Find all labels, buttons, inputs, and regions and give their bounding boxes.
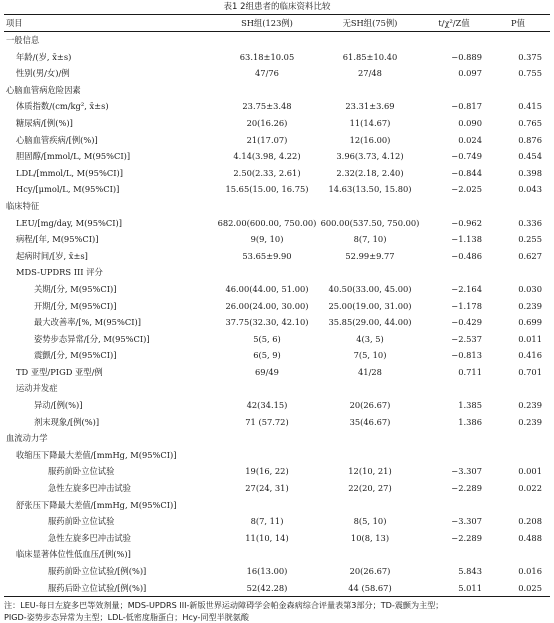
- table-row: [4, 215, 550, 232]
- p-value: 0.701: [518, 366, 542, 377]
- p-value: 0.876: [518, 134, 542, 145]
- no-sh-group-value: 8(7, 10): [353, 234, 387, 245]
- table-row: [4, 331, 550, 348]
- no-sh-group-value: 35(46.67): [349, 416, 391, 427]
- no-sh-group-value: [318, 264, 422, 281]
- statistic-value: −2.289: [451, 532, 482, 543]
- p-value: 0.627: [518, 250, 542, 261]
- no-sh-group-value: [318, 497, 422, 514]
- header-no-sh-group: 无SH组(75例): [342, 18, 398, 28]
- sh-group-value: 9(9, 10): [250, 234, 284, 245]
- no-sh-group-value: 7(5, 10): [353, 350, 387, 361]
- statistic-value: 5.011: [458, 582, 482, 593]
- sh-group-value: [216, 447, 318, 464]
- statistic-value: [422, 264, 486, 281]
- no-sh-group-value: 23.31±3.69: [345, 101, 395, 112]
- table-row: [4, 198, 550, 215]
- no-sh-group-value: 14.63(13.50, 15.80): [328, 184, 412, 195]
- row-label: 急性左旋多巴冲击试验: [48, 532, 131, 543]
- sh-group-value: 682.00(600.00, 750.00): [217, 217, 317, 228]
- sh-group-value: 5(5, 6): [253, 333, 281, 344]
- p-value: 0.416: [518, 350, 542, 361]
- table-row: [4, 32, 550, 49]
- statistic-value: −1.178: [451, 300, 482, 311]
- statistic-value: 0.090: [458, 117, 482, 128]
- statistic-value: −0.429: [451, 317, 482, 328]
- sh-group-value: 46.00(44.00, 51.00): [225, 283, 309, 294]
- p-value: 0.208: [518, 516, 542, 527]
- sh-group-value: 37.75(32.30, 42.10): [225, 317, 309, 328]
- no-sh-group-value: 40.50(33.00, 45.00): [328, 283, 412, 294]
- table-row: [4, 546, 550, 563]
- p-value: 0.375: [518, 51, 542, 62]
- no-sh-group-value: 12(10, 21): [348, 466, 392, 477]
- sh-group-value: 16(13.00): [246, 566, 288, 576]
- header-sh-group: SH组(123例): [241, 18, 293, 28]
- table-row: [4, 380, 550, 397]
- p-value: 0.454: [518, 151, 542, 162]
- p-value: [486, 82, 550, 99]
- table-row: [4, 231, 550, 248]
- row-label: 服药前卧立位试验: [48, 466, 115, 477]
- row-label: 起病时间/[岁, x̄±s]: [16, 250, 88, 261]
- no-sh-group-value: [318, 447, 422, 464]
- table-row: [4, 181, 550, 198]
- clinical-data-table: [4, 14, 550, 597]
- row-label: 舒张压下降最大差值/[mmHg, M(95%CI)]: [16, 499, 177, 510]
- statistic-value: [422, 447, 486, 464]
- header-item: 项目: [6, 18, 23, 28]
- sh-group-value: 20(16.26): [246, 117, 288, 128]
- table-row: [4, 281, 550, 298]
- no-sh-group-value: 35.85(29.00, 44.00): [328, 317, 412, 328]
- footnote-line: PIGD-姿势步态异常为主型；LDL-低密度脂蛋白；Hcy-同型半胱氨酸: [4, 612, 249, 623]
- table-row: [4, 298, 550, 315]
- row-label: 年龄/(岁, x̄±s): [16, 51, 72, 62]
- sh-group-value: 21(17.07): [246, 134, 288, 145]
- table-row: [4, 414, 550, 431]
- row-label: Hcy/[μmol/L, M(95%CI)]: [16, 184, 120, 195]
- table-header-row: [4, 15, 550, 32]
- table-row: [4, 314, 550, 331]
- no-sh-group-value: [318, 430, 422, 447]
- no-sh-group-value: [318, 546, 422, 563]
- p-value: [486, 430, 550, 447]
- no-sh-group-value: 44 (58.67): [348, 582, 392, 593]
- no-sh-group-value: 20(26.67): [349, 400, 391, 411]
- statistic-value: [422, 380, 486, 397]
- sh-group-value: 69/49: [255, 366, 279, 377]
- row-label: 运动并发症: [16, 383, 58, 394]
- statistic-value: 0.024: [458, 134, 482, 145]
- row-label: 糖尿病/[例(%)]: [16, 117, 73, 128]
- no-sh-group-value: 52.99±9.77: [345, 250, 395, 261]
- p-value: 0.022: [518, 483, 542, 494]
- p-value: [486, 380, 550, 397]
- statistic-value: 1.385: [458, 400, 482, 411]
- row-label: 胆固醇/[mmol/L, M(95%CI)]: [16, 151, 131, 162]
- table-row: [4, 115, 550, 132]
- statistic-value: −3.307: [451, 466, 482, 477]
- p-value: 0.488: [518, 532, 542, 543]
- no-sh-group-value: 61.85±10.40: [342, 51, 398, 62]
- p-value: 0.765: [518, 117, 542, 128]
- table-row: [4, 98, 550, 115]
- table-row: [4, 347, 550, 364]
- statistic-value: [422, 546, 486, 563]
- table-row: [4, 397, 550, 414]
- statistic-value: [422, 82, 486, 99]
- statistic-value: [422, 430, 486, 447]
- row-label: 一般信息: [6, 35, 40, 45]
- statistic-value: −0.749: [451, 151, 482, 162]
- sh-group-value: 11(10, 14): [245, 532, 289, 543]
- statistic-value: −0.889: [451, 51, 482, 62]
- sh-group-value: 52(42.28): [246, 582, 288, 593]
- sh-group-value: 47/76: [255, 68, 279, 79]
- sh-group-value: 2.50(2.33, 2.61): [233, 167, 301, 178]
- no-sh-group-value: 27/48: [358, 68, 382, 79]
- table-row: [4, 480, 550, 497]
- row-label: 服药后卧立位试验/[例(%)]: [48, 582, 147, 593]
- no-sh-group-value: [318, 32, 422, 49]
- p-value: 0.255: [518, 234, 542, 245]
- sh-group-value: [216, 198, 318, 215]
- statistic-value: −2.537: [451, 333, 482, 344]
- footnote-line: 注：LEU-每日左旋多巴等效剂量；MDS-UPDRS III-新版世界运动障碍学会帕金森病综合评量表第3部分；TD-震颤为主型；: [4, 600, 444, 611]
- sh-group-value: 27(24, 31): [245, 483, 289, 494]
- p-value: 0.043: [518, 184, 542, 195]
- sh-group-value: 53.65±9.90: [242, 250, 292, 261]
- row-label: 异动/[例(%)]: [34, 400, 83, 411]
- no-sh-group-value: [318, 198, 422, 215]
- no-sh-group-value: 2.32(2.18, 2.40): [336, 167, 404, 178]
- no-sh-group-value: 10(8, 13): [350, 532, 390, 543]
- sh-group-value: [216, 497, 318, 514]
- sh-group-value: 19(16, 22): [245, 466, 289, 477]
- row-label: 服药前卧立位试验/[例(%)]: [48, 566, 147, 576]
- no-sh-group-value: 41/28: [358, 366, 382, 377]
- row-label: 服药前卧立位试验: [48, 516, 115, 527]
- table-body: [4, 32, 550, 597]
- table-row: [4, 497, 550, 514]
- p-value: 0.001: [518, 466, 542, 477]
- statistic-value: 1.386: [458, 416, 482, 427]
- no-sh-group-value: 12(16.00): [349, 134, 391, 145]
- no-sh-group-value: 600.00(537.50, 750.00): [320, 217, 420, 228]
- row-label: 病程/[年, M(95%CI)]: [16, 234, 99, 245]
- row-label: 心脑血管疾病/[例(%)]: [16, 134, 98, 145]
- p-value: 0.699: [518, 317, 542, 328]
- row-label: MDS-UPDRS III 评分: [16, 267, 103, 278]
- row-label: 关期/[分, M(95%CI)]: [34, 283, 117, 294]
- statistic-value: −2.289: [451, 483, 482, 494]
- row-label: 姿势步态异常/[分, M(95%CI)]: [34, 333, 150, 344]
- p-value: 0.030: [518, 283, 542, 294]
- row-label: LDL/[mmol/L, M(95%CI)]: [16, 167, 123, 178]
- no-sh-group-value: 22(20, 27): [348, 483, 392, 494]
- table-row: [4, 563, 550, 580]
- p-value: 0.415: [518, 101, 542, 112]
- table-row: [4, 65, 550, 82]
- table-row: [4, 463, 550, 480]
- sh-group-value: 15.65(15.00, 16.75): [225, 184, 309, 195]
- p-value: 0.011: [518, 333, 542, 344]
- p-value: 0.398: [518, 167, 542, 178]
- no-sh-group-value: [318, 82, 422, 99]
- sh-group-value: 4.14(3.98, 4.22): [233, 151, 301, 162]
- sh-group-value: 42(34.15): [246, 400, 288, 411]
- row-label: 血流动力学: [6, 433, 48, 444]
- table-row: [4, 530, 550, 547]
- statistic-value: −0.962: [451, 217, 482, 228]
- statistic-value: [422, 198, 486, 215]
- p-value: 0.239: [518, 416, 542, 427]
- statistic-value: −1.138: [451, 234, 482, 245]
- row-label: 开期/[分, M(95%CI)]: [34, 300, 117, 311]
- statistic-value: 0.711: [458, 366, 482, 377]
- p-value: [486, 198, 550, 215]
- statistic-value: −0.844: [451, 167, 482, 178]
- statistic-value: −2.025: [451, 184, 482, 195]
- table-row: [4, 447, 550, 464]
- p-value: 0.336: [518, 217, 542, 228]
- statistic-value: −0.486: [451, 250, 482, 261]
- p-value: [486, 264, 550, 281]
- statistic-value: [422, 497, 486, 514]
- row-label: 震颤/[分, M(95%CI)]: [34, 350, 117, 361]
- sh-group-value: [216, 264, 318, 281]
- sh-group-value: [216, 32, 318, 49]
- p-value: 0.016: [518, 566, 542, 576]
- no-sh-group-value: 8(5, 10): [353, 516, 387, 527]
- header-p-value: P值: [511, 18, 525, 28]
- row-label: 体质指数/(cm/kg², x̄±s): [16, 101, 109, 112]
- sh-group-value: 26.00(24.00, 30.00): [225, 300, 309, 311]
- sh-group-value: [216, 380, 318, 397]
- no-sh-group-value: 4(3, 5): [356, 333, 384, 344]
- table-row: [4, 364, 550, 381]
- no-sh-group-value: 3.96(3.73, 4.12): [336, 151, 404, 162]
- table-footnote: [4, 599, 550, 623]
- sh-group-value: 6(5, 9): [253, 350, 281, 361]
- table-row: [4, 513, 550, 530]
- statistic-value: −2.164: [451, 283, 482, 294]
- row-label: 最大改善率/[%, M(95%CI)]: [34, 317, 141, 328]
- row-label: 收缩压下降最大差值/[mmHg, M(95%CI)]: [16, 449, 177, 460]
- table-row: [4, 148, 550, 165]
- header-statistic: t/χ²/Z值: [438, 18, 470, 28]
- sh-group-value: 63.18±10.05: [239, 51, 295, 62]
- p-value: 0.025: [518, 582, 542, 593]
- row-label: 心脑血管病危险因素: [6, 84, 81, 95]
- table-row: [4, 264, 550, 281]
- row-label: 临床显著体位性低血压/[例(%)]: [16, 549, 131, 560]
- no-sh-group-value: [318, 380, 422, 397]
- sh-group-value: 71 (57.72): [245, 416, 289, 427]
- row-label: 性别(男/女)/例: [16, 68, 70, 79]
- table-caption: 表1 2组患者的临床资料比较: [223, 2, 331, 12]
- p-value: [486, 32, 550, 49]
- table-row: [4, 165, 550, 182]
- table-row: [4, 430, 550, 447]
- sh-group-value: [216, 430, 318, 447]
- no-sh-group-value: 25.00(19.00, 31.00): [328, 300, 412, 311]
- sh-group-value: [216, 546, 318, 563]
- p-value: [486, 447, 550, 464]
- sh-group-value: [216, 82, 318, 99]
- statistic-value: [422, 32, 486, 49]
- row-label: 急性左旋多巴冲击试验: [48, 483, 131, 494]
- row-label: TD 亚型/PIGD 亚型/例: [16, 366, 103, 377]
- row-label: 剂末现象/[例(%)]: [34, 416, 100, 427]
- sh-group-value: 8(7, 11): [250, 516, 284, 527]
- table-row: [4, 580, 550, 597]
- statistic-value: −0.813: [451, 350, 482, 361]
- p-value: 0.239: [518, 400, 542, 411]
- no-sh-group-value: 20(26.67): [349, 566, 391, 576]
- row-label: 临床特征: [6, 200, 40, 211]
- p-value: [486, 546, 550, 563]
- statistic-value: 5.843: [458, 566, 482, 576]
- statistic-value: 0.097: [458, 68, 482, 79]
- p-value: 0.239: [518, 300, 542, 311]
- p-value: 0.755: [518, 68, 542, 79]
- sh-group-value: 23.75±3.48: [242, 101, 292, 112]
- table-row: [4, 248, 550, 265]
- row-label: LEU/[mg/day, M(95%CI)]: [16, 217, 122, 228]
- table-row: [4, 132, 550, 149]
- p-value: [486, 497, 550, 514]
- table-row: [4, 49, 550, 66]
- statistic-value: −0.817: [451, 101, 482, 112]
- statistic-value: −3.307: [451, 516, 482, 527]
- no-sh-group-value: 11(14.67): [349, 117, 391, 128]
- table-row: [4, 82, 550, 99]
